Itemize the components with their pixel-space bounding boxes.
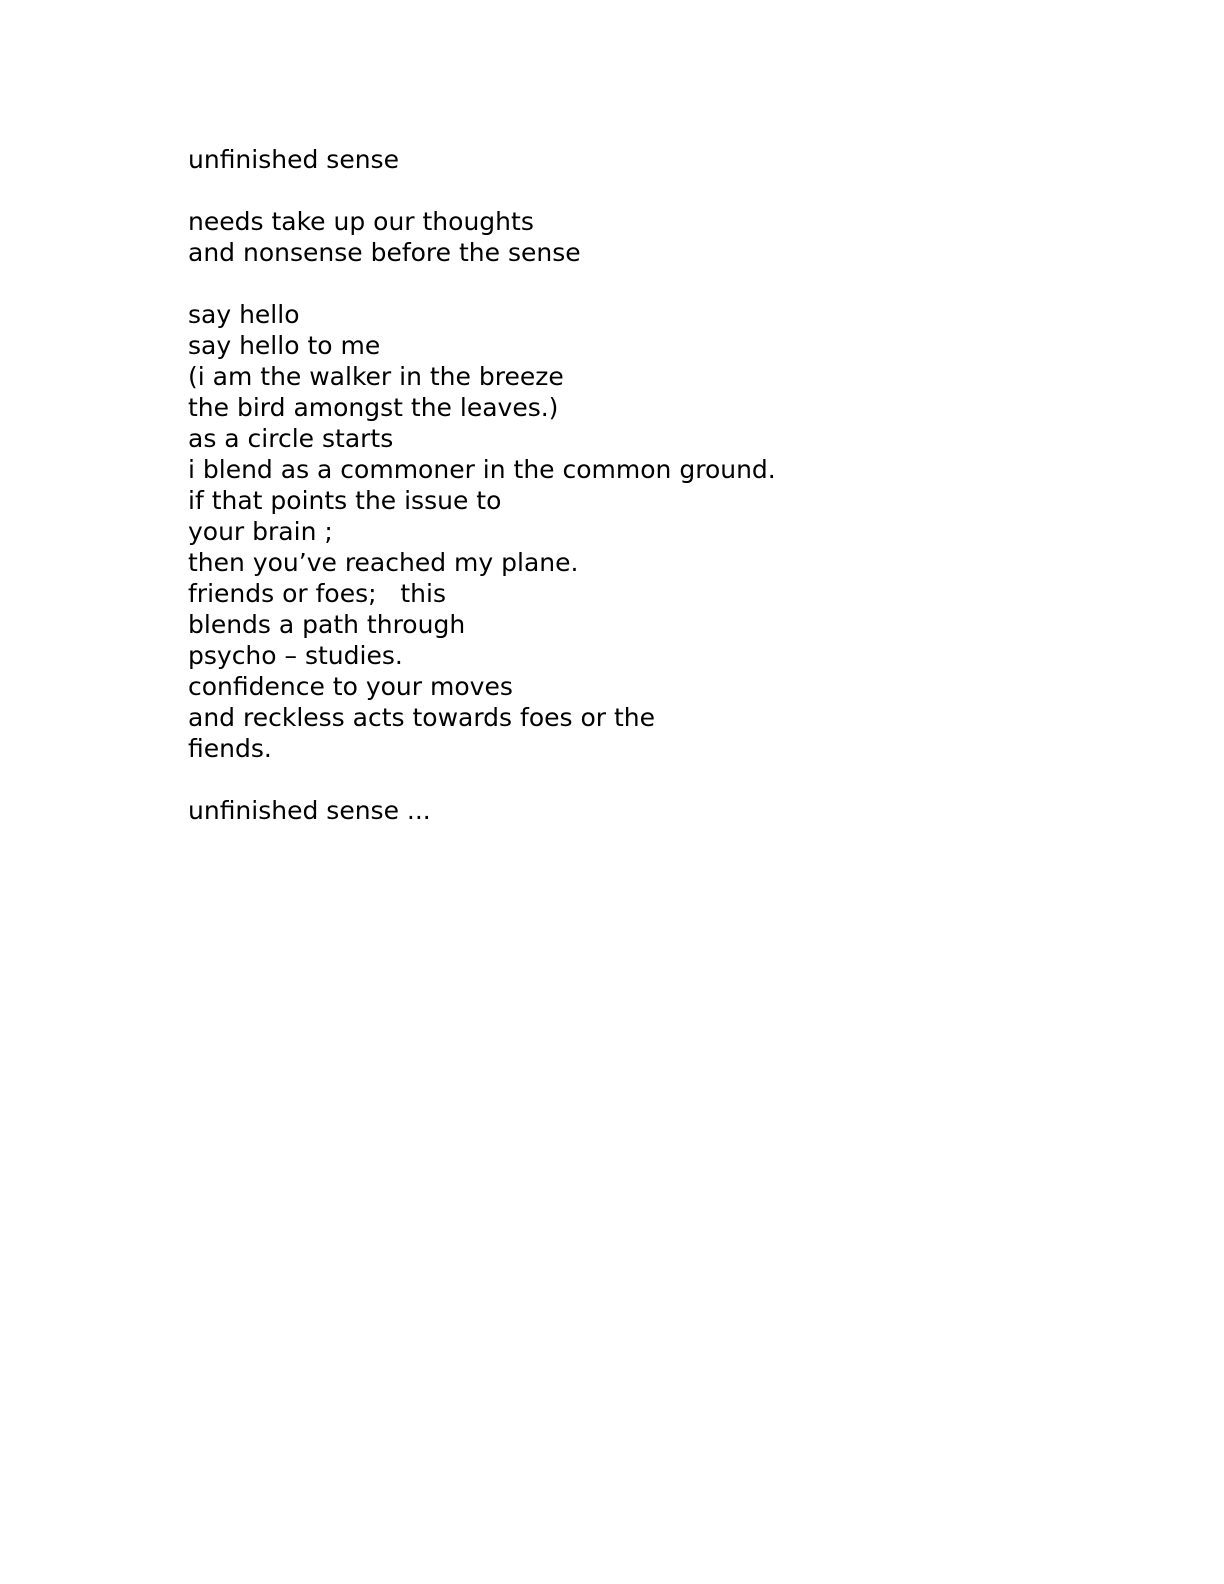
poem-line: friends or foes; this: [188, 579, 446, 608]
stanza-gap: [188, 764, 1088, 795]
poem-line: the bird amongst the leaves.): [188, 393, 559, 422]
stanza-gap: [188, 268, 1088, 299]
poem-line: your brain ;: [188, 517, 333, 546]
poem: [188, 144, 1088, 826]
poem-line: and reckless acts towards foes or the: [188, 703, 656, 732]
poem-line: confidence to your moves: [188, 672, 513, 701]
poem-line: if that points the issue to: [188, 486, 502, 515]
poem-line: psycho – studies.: [188, 641, 403, 670]
poem-line: and nonsense before the sense: [188, 238, 581, 267]
poem-line: blends a path through: [188, 610, 466, 639]
poem-line: then you’ve reached my plane.: [188, 548, 579, 577]
stanza-gap: [188, 175, 1088, 206]
poem-line: fiends.: [188, 734, 272, 763]
poem-line: as a circle starts: [188, 424, 394, 453]
poem-line: i blend as a commoner in the common ground.: [188, 455, 776, 484]
poem-line: say hello: [188, 300, 300, 329]
poem-line: (i am the walker in the breeze: [188, 362, 564, 391]
poem-line: say hello to me: [188, 331, 381, 360]
poem-closing: unfinished sense ...: [188, 796, 431, 825]
poem-line: needs take up our thoughts: [188, 207, 534, 236]
poem-title: unfinished sense: [188, 145, 399, 174]
